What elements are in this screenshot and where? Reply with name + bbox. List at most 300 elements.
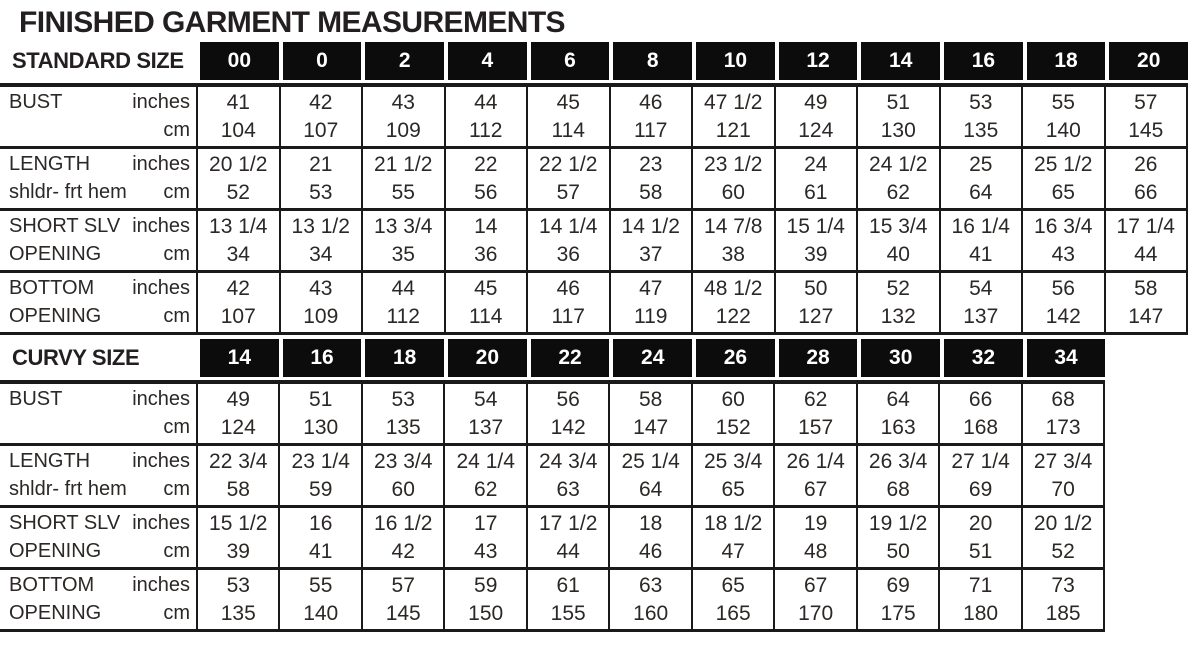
inches-value: 46 xyxy=(556,277,580,301)
inches-value: 42 xyxy=(309,91,333,115)
inches-value: 21 1/2 xyxy=(374,153,433,177)
inches-value: 24 3/4 xyxy=(538,450,598,474)
cm-value: 122 xyxy=(715,304,751,328)
inches-value: 63 xyxy=(638,574,663,598)
label-line-2 xyxy=(9,415,190,440)
cm-value: 112 xyxy=(469,118,503,142)
measurement-cell xyxy=(361,87,444,146)
unit-label-inches: inches xyxy=(132,388,190,411)
size-cell: 12 xyxy=(779,42,858,80)
measurement-name: BOTTOM xyxy=(9,574,95,597)
size-header-label: CURVY SIZE xyxy=(12,345,140,370)
inches-value: 27 1/4 xyxy=(951,450,1010,474)
inches-value: 19 1/2 xyxy=(868,512,928,536)
unit-label-inches: inches xyxy=(132,215,190,238)
inches-value: 14 1/4 xyxy=(539,215,598,239)
measurement-cell xyxy=(856,570,938,629)
cm-value: 56 xyxy=(474,180,498,204)
size-cell: 8 xyxy=(613,42,692,80)
inches-value: 67 xyxy=(803,574,828,598)
cm-value: 157 xyxy=(798,415,834,439)
unit-label-cm: cm xyxy=(163,180,190,203)
inches-value: 20 1/2 xyxy=(209,153,268,177)
inches-value: 53 xyxy=(226,574,250,598)
measurement-label xyxy=(0,87,196,146)
size-header-row xyxy=(0,339,1105,377)
cm-value: 160 xyxy=(633,601,669,625)
unit-label-inches: inches xyxy=(132,277,190,300)
inches-value: 13 3/4 xyxy=(374,215,433,239)
cm-value: 59 xyxy=(309,477,333,501)
cm-value: 65 xyxy=(721,477,745,501)
cm-value: 130 xyxy=(880,118,916,142)
cm-value: 41 xyxy=(309,539,333,563)
size-cell: 30 xyxy=(861,339,940,377)
measurement-cell xyxy=(196,211,279,270)
size-cell: 22 xyxy=(531,339,610,377)
measurement-cell xyxy=(856,446,938,505)
measurement-name: BUST xyxy=(9,388,63,411)
measurement-name-secondary: OPENING xyxy=(9,539,102,562)
inches-value: 23 1/4 xyxy=(291,450,350,474)
measurement-cell xyxy=(361,446,443,505)
size-cell: 6 xyxy=(531,42,610,80)
measurement-row xyxy=(0,570,1105,629)
size-cell: 18 xyxy=(365,339,444,377)
measurement-cell xyxy=(196,384,278,443)
measurement-cell xyxy=(773,508,855,567)
measurement-cell xyxy=(774,211,857,270)
measurement-name: LENGTH xyxy=(9,450,91,473)
measurement-name-secondary: shldr- frt hem xyxy=(9,180,127,203)
measurement-label xyxy=(0,211,196,270)
inches-value: 51 xyxy=(886,91,910,115)
measurement-cell xyxy=(526,273,609,332)
cm-value: 155 xyxy=(550,601,586,625)
cm-value: 119 xyxy=(634,304,668,328)
unit-label-inches: inches xyxy=(132,450,190,473)
inches-value: 69 xyxy=(886,574,910,598)
measurement-cells xyxy=(196,149,1188,208)
cm-value: 127 xyxy=(798,304,834,328)
measurement-cells xyxy=(196,446,1105,505)
inches-value: 41 xyxy=(226,91,250,115)
size-cell: 20 xyxy=(448,339,527,377)
inches-value: 13 1/2 xyxy=(291,215,350,239)
cm-value: 112 xyxy=(386,304,420,328)
measurement-cell xyxy=(1021,273,1104,332)
size-cell: 14 xyxy=(200,339,279,377)
measurement-cell xyxy=(1104,211,1187,270)
measurement-name: SHORT SLV xyxy=(9,215,121,238)
inches-value: 17 1/4 xyxy=(1116,215,1175,239)
inches-value: 16 xyxy=(309,512,333,536)
measurement-cell xyxy=(361,211,444,270)
measurement-cell xyxy=(526,446,608,505)
cm-value: 152 xyxy=(715,415,751,439)
inches-value: 18 1/2 xyxy=(703,512,763,536)
size-cell: 24 xyxy=(613,339,692,377)
cm-value: 64 xyxy=(638,477,663,501)
cm-value: 140 xyxy=(303,601,339,625)
measurement-cell xyxy=(939,211,1022,270)
cm-value: 34 xyxy=(309,242,333,266)
measurement-cell xyxy=(939,273,1022,332)
measurement-cell xyxy=(691,273,774,332)
cm-value: 142 xyxy=(1045,304,1081,328)
inches-value: 17 1/2 xyxy=(538,512,598,536)
measurement-label xyxy=(0,384,196,443)
size-cell: 16 xyxy=(283,339,362,377)
cm-value: 62 xyxy=(474,477,498,501)
measurement-cell xyxy=(608,384,690,443)
cm-value: 52 xyxy=(1051,539,1075,563)
measurement-cell xyxy=(608,446,690,505)
cm-value: 37 xyxy=(639,242,663,266)
measurement-name-secondary: OPENING xyxy=(9,601,102,624)
inches-value: 47 xyxy=(639,277,663,301)
size-cell: 26 xyxy=(696,339,775,377)
size-cell: 18 xyxy=(1027,42,1106,80)
unit-label-inches: inches xyxy=(132,574,190,597)
measurement-cell xyxy=(691,446,773,505)
measurement-cell xyxy=(1021,508,1103,567)
measurement-cell xyxy=(691,384,773,443)
inches-value: 20 1/2 xyxy=(1033,512,1093,536)
measurement-cell xyxy=(526,149,609,208)
inches-value: 22 3/4 xyxy=(209,450,268,474)
measurement-cell xyxy=(444,149,527,208)
measurement-cell xyxy=(691,149,774,208)
inches-value: 59 xyxy=(474,574,498,598)
cm-value: 66 xyxy=(1134,180,1158,204)
measurement-cell xyxy=(939,87,1022,146)
inches-value: 23 xyxy=(639,153,663,177)
measurement-name: BUST xyxy=(9,91,63,114)
inches-value: 42 xyxy=(226,277,250,301)
cm-value: 165 xyxy=(715,601,751,625)
cm-value: 67 xyxy=(803,477,828,501)
inches-value: 49 xyxy=(804,91,828,115)
inches-value: 21 xyxy=(309,153,333,177)
measurement-cell xyxy=(361,570,443,629)
cm-value: 34 xyxy=(226,242,250,266)
inches-value: 55 xyxy=(1051,91,1075,115)
measurement-cell xyxy=(939,149,1022,208)
cm-value: 48 xyxy=(803,539,828,563)
cm-value: 51 xyxy=(968,539,993,563)
cm-value: 68 xyxy=(886,477,910,501)
label-line-1 xyxy=(9,152,190,177)
cm-value: 40 xyxy=(886,242,910,266)
inches-value: 44 xyxy=(391,277,415,301)
cm-value: 135 xyxy=(220,601,256,625)
inches-value: 27 3/4 xyxy=(1033,450,1093,474)
cm-value: 109 xyxy=(303,304,339,328)
unit-label-inches: inches xyxy=(132,512,190,535)
inches-value: 25 1/4 xyxy=(621,450,680,474)
cm-value: 70 xyxy=(1051,477,1075,501)
inches-value: 57 xyxy=(1134,91,1158,115)
size-header-row xyxy=(0,42,1188,80)
size-section xyxy=(0,339,1105,632)
cm-value: 168 xyxy=(963,415,999,439)
inches-value: 15 1/4 xyxy=(786,215,845,239)
cm-value: 58 xyxy=(226,477,250,501)
measurement-cell xyxy=(856,149,939,208)
size-cell: 20 xyxy=(1109,42,1188,80)
cm-value: 137 xyxy=(468,415,504,439)
inches-value: 22 1/2 xyxy=(539,153,598,177)
measurement-cell xyxy=(1104,273,1187,332)
measurement-cell xyxy=(361,508,443,567)
measurement-cell xyxy=(196,570,278,629)
inches-value: 50 xyxy=(804,277,828,301)
cm-value: 135 xyxy=(963,118,999,142)
measurement-cell xyxy=(361,273,444,332)
cm-value: 57 xyxy=(556,180,580,204)
measurement-cell xyxy=(526,211,609,270)
measurement-cell xyxy=(444,211,527,270)
cm-value: 173 xyxy=(1045,415,1081,439)
inches-value: 24 xyxy=(804,153,828,177)
cm-value: 58 xyxy=(639,180,663,204)
cm-value: 132 xyxy=(880,304,916,328)
size-header-cells xyxy=(196,339,1105,377)
cm-value: 42 xyxy=(391,539,415,563)
measurement-cell xyxy=(443,508,525,567)
cm-value: 145 xyxy=(385,601,421,625)
measurement-row xyxy=(0,273,1188,332)
measurement-cell xyxy=(774,273,857,332)
measurement-row xyxy=(0,384,1105,443)
inches-value: 15 3/4 xyxy=(869,215,928,239)
page-title: FINISHED GARMENT MEASUREMENTS xyxy=(19,6,565,39)
inches-value: 22 xyxy=(474,153,498,177)
inches-value: 15 1/2 xyxy=(209,512,268,536)
measurement-row xyxy=(0,87,1188,146)
cm-value: 39 xyxy=(804,242,828,266)
measurement-label xyxy=(0,273,196,332)
unit-label-cm: cm xyxy=(163,118,190,141)
measurement-label xyxy=(0,570,196,629)
unit-label-cm: cm xyxy=(163,477,190,500)
inches-value: 44 xyxy=(474,91,498,115)
inches-value: 45 xyxy=(556,91,580,115)
unit-label-cm: cm xyxy=(163,415,190,438)
measurement-row xyxy=(0,446,1105,505)
label-line-2 xyxy=(9,601,190,626)
cm-value: 43 xyxy=(1051,242,1075,266)
size-cell: 16 xyxy=(944,42,1023,80)
measurement-cell xyxy=(361,384,443,443)
cm-value: 52 xyxy=(226,180,250,204)
measurement-cells xyxy=(196,570,1105,629)
measurement-cell xyxy=(856,87,939,146)
measurement-cell xyxy=(196,149,279,208)
cm-value: 69 xyxy=(968,477,993,501)
measurement-cell xyxy=(444,87,527,146)
cm-value: 114 xyxy=(469,304,503,328)
cm-value: 38 xyxy=(721,242,745,266)
measurement-cell xyxy=(609,149,692,208)
measurement-cell xyxy=(443,570,525,629)
inches-value: 18 xyxy=(638,512,663,536)
measurement-cell xyxy=(691,211,774,270)
inches-value: 26 xyxy=(1134,153,1158,177)
measurement-cell xyxy=(1021,149,1104,208)
cm-value: 150 xyxy=(468,601,504,625)
cm-value: 145 xyxy=(1128,118,1164,142)
measurement-cells xyxy=(196,87,1188,146)
measurement-cell xyxy=(278,384,360,443)
cm-value: 65 xyxy=(1051,180,1075,204)
cm-value: 137 xyxy=(963,304,999,328)
cm-value: 55 xyxy=(391,180,415,204)
cm-value: 135 xyxy=(385,415,421,439)
label-line-1 xyxy=(9,90,190,115)
measurement-cell xyxy=(196,508,278,567)
inches-value: 16 3/4 xyxy=(1034,215,1093,239)
measurement-cell xyxy=(443,446,525,505)
size-header-cells xyxy=(196,42,1188,80)
measurement-cell xyxy=(773,446,855,505)
measurement-label xyxy=(0,149,196,208)
cm-value: 107 xyxy=(303,118,339,142)
cm-value: 46 xyxy=(638,539,663,563)
label-line-1 xyxy=(9,449,190,474)
cm-value: 47 xyxy=(721,539,745,563)
measurement-cell xyxy=(938,384,1020,443)
inches-value: 25 1/2 xyxy=(1034,153,1093,177)
label-line-1 xyxy=(9,214,190,239)
inches-value: 13 1/4 xyxy=(209,215,268,239)
measurement-row xyxy=(0,508,1105,567)
cm-value: 61 xyxy=(804,180,828,204)
cm-value: 130 xyxy=(303,415,339,439)
cm-value: 117 xyxy=(551,304,585,328)
measurement-cell xyxy=(444,273,527,332)
measurement-name-secondary: OPENING xyxy=(9,242,102,265)
inches-value: 47 1/2 xyxy=(704,91,763,115)
label-line-2 xyxy=(9,118,190,143)
measurement-cell xyxy=(278,446,360,505)
measurement-row xyxy=(0,149,1188,208)
cm-value: 104 xyxy=(220,118,256,142)
cm-value: 53 xyxy=(309,180,333,204)
inches-value: 73 xyxy=(1051,574,1075,598)
inches-value: 25 3/4 xyxy=(703,450,763,474)
inches-value: 17 xyxy=(474,512,498,536)
measurement-cells xyxy=(196,273,1188,332)
inches-value: 23 1/2 xyxy=(704,153,763,177)
inches-value: 26 1/4 xyxy=(786,450,845,474)
measurement-cell xyxy=(196,273,279,332)
measurement-cell xyxy=(1021,570,1103,629)
inches-value: 56 xyxy=(556,388,580,412)
measurement-cell xyxy=(609,87,692,146)
measurement-label xyxy=(0,446,196,505)
cm-value: 117 xyxy=(634,118,668,142)
measurement-cell xyxy=(774,149,857,208)
measurement-cell xyxy=(1104,87,1187,146)
cm-value: 175 xyxy=(880,601,916,625)
inches-value: 14 7/8 xyxy=(704,215,763,239)
inches-value: 53 xyxy=(391,388,415,412)
unit-label-inches: inches xyxy=(132,91,190,114)
cm-value: 44 xyxy=(1134,242,1158,266)
row-rule xyxy=(0,629,1105,632)
measurement-cell xyxy=(774,87,857,146)
cm-value: 142 xyxy=(550,415,586,439)
measurement-cell xyxy=(279,211,362,270)
measurement-cell xyxy=(279,149,362,208)
inches-value: 64 xyxy=(886,388,910,412)
measurement-cell xyxy=(361,149,444,208)
measurement-cell xyxy=(856,211,939,270)
cm-value: 107 xyxy=(220,304,256,328)
unit-label-cm: cm xyxy=(163,304,190,327)
measurement-cell xyxy=(609,273,692,332)
cm-value: 39 xyxy=(226,539,250,563)
size-cell: 4 xyxy=(448,42,527,80)
inches-value: 45 xyxy=(474,277,498,301)
measurement-cell xyxy=(278,508,360,567)
label-line-2 xyxy=(9,539,190,564)
row-rule xyxy=(0,332,1188,335)
cm-value: 170 xyxy=(798,601,834,625)
cm-value: 63 xyxy=(556,477,580,501)
inches-value: 55 xyxy=(309,574,333,598)
inches-value: 66 xyxy=(968,388,993,412)
inches-value: 51 xyxy=(309,388,333,412)
inches-value: 24 1/2 xyxy=(869,153,928,177)
measurement-cell xyxy=(443,384,525,443)
measurement-tables xyxy=(0,42,1188,632)
cm-value: 180 xyxy=(963,601,999,625)
measurement-cell xyxy=(1021,384,1103,443)
size-cell: 34 xyxy=(1027,339,1106,377)
inches-value: 65 xyxy=(721,574,745,598)
label-line-2 xyxy=(9,304,190,329)
measurement-cell xyxy=(1021,87,1104,146)
inches-value: 14 xyxy=(474,215,498,239)
measurement-name: BOTTOM xyxy=(9,277,95,300)
size-section xyxy=(0,42,1188,335)
inches-value: 58 xyxy=(638,388,663,412)
measurement-cell xyxy=(1021,446,1103,505)
cm-value: 124 xyxy=(798,118,834,142)
measurement-cell xyxy=(196,446,278,505)
cm-value: 60 xyxy=(391,477,415,501)
cm-value: 114 xyxy=(551,118,585,142)
measurement-cell xyxy=(773,384,855,443)
measurement-cell xyxy=(691,508,773,567)
inches-value: 68 xyxy=(1051,388,1075,412)
measurement-cell xyxy=(938,508,1020,567)
label-line-1 xyxy=(9,387,190,412)
inches-value: 54 xyxy=(969,277,993,301)
inches-value: 57 xyxy=(391,574,415,598)
label-line-2 xyxy=(9,180,190,205)
size-cell: 28 xyxy=(779,339,858,377)
measurement-cell xyxy=(773,570,855,629)
label-line-2 xyxy=(9,477,190,502)
measurement-name-secondary: shldr- frt hem xyxy=(9,477,127,500)
measurement-cell xyxy=(279,87,362,146)
size-cell: 14 xyxy=(861,42,940,80)
inches-value: 60 xyxy=(721,388,745,412)
